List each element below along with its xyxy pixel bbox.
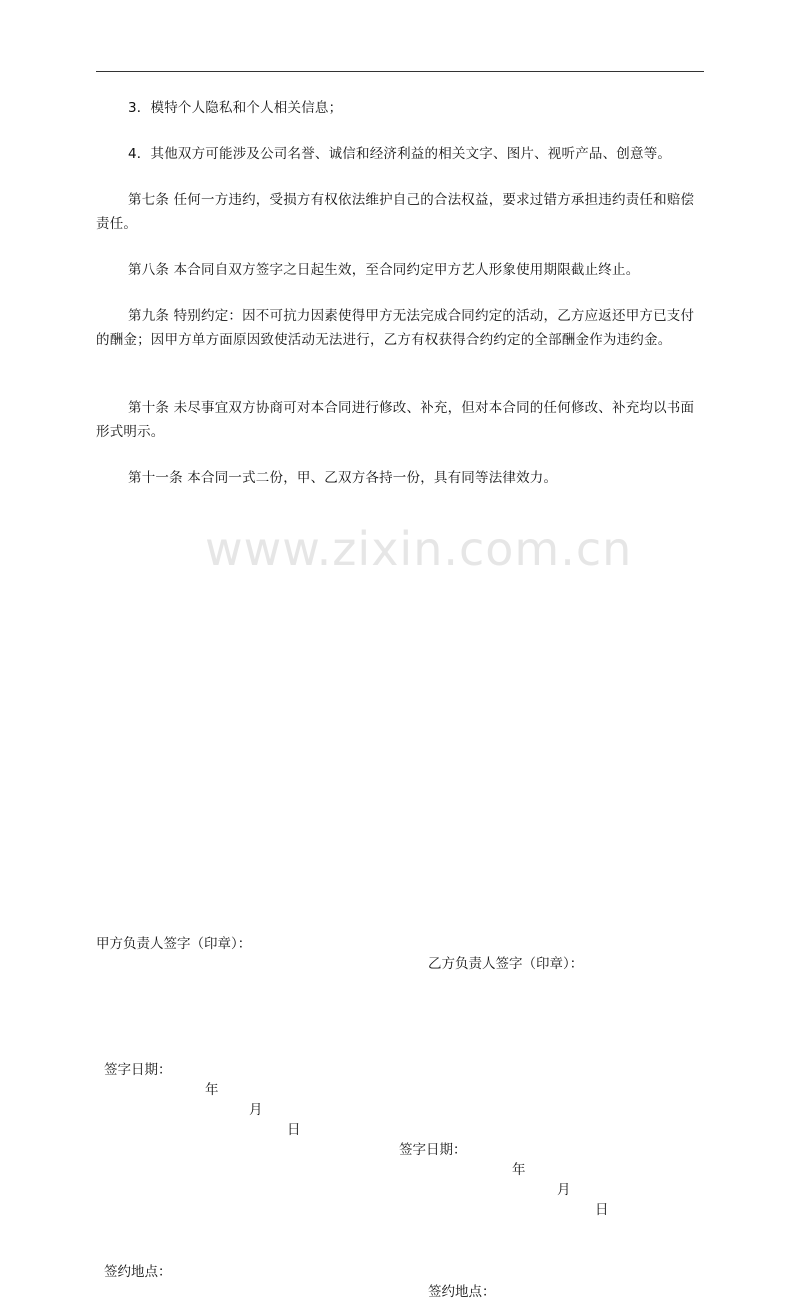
article-10: 第十条 未尽事宜双方协商可对本合同进行修改、补充，但对本合同的任何修改、补充均以书面形式明示。 — [96, 400, 695, 440]
contract-body — [96, 96, 704, 490]
article-9: 第九条 特别约定：因不可抗力因素使得甲方无法完成合同约定的活动，乙方应返还甲方已支付的酬金；因甲方单方面原因致使活动无法进行，乙方有权获得合约约定的全部酬金作为违约金。 — [96, 308, 695, 348]
article-11: 第十一条 本合同一式二份，甲、乙双方各持一份，具有同等法律效力。 — [128, 470, 558, 486]
party-b-place-label: 签约地点： — [428, 1284, 496, 1300]
party-a-date-label: 签字日期： — [104, 1062, 172, 1078]
article-7: 第七条 任何一方违约，受损方有权依法维护自己的合法权益，要求过错方承担违约责任和赔偿责任。 — [96, 192, 695, 232]
clause-item-3: 3．模特个人隐私和个人相关信息； — [128, 100, 343, 116]
party-a-month: 月 — [249, 1102, 263, 1118]
watermark: www.zixin.com.cn — [205, 522, 633, 576]
party-b-year: 年 — [512, 1162, 526, 1178]
party-b-date-label: 签字日期： — [399, 1142, 467, 1158]
party-b-day: 日 — [595, 1202, 609, 1218]
clause-item-4: 4．其他双方可能涉及公司名誉、诚信和经济利益的相关文字、图片、视听产品、创意等。 — [128, 146, 672, 162]
party-a-signature-label: 甲方负责人签字（印章）： — [96, 936, 252, 952]
party-b-signature-label: 乙方负责人签字（印章）： — [428, 956, 584, 972]
party-a-day: 日 — [287, 1122, 301, 1138]
article-8: 第八条 本合同自双方签字之日起生效，至合同约定甲方艺人形象使用期限截止终止。 — [128, 262, 640, 278]
party-a-place-label: 签约地点： — [104, 1264, 172, 1280]
header-rule — [96, 71, 704, 72]
party-a-year: 年 — [205, 1082, 219, 1098]
party-b-month: 月 — [557, 1182, 571, 1198]
